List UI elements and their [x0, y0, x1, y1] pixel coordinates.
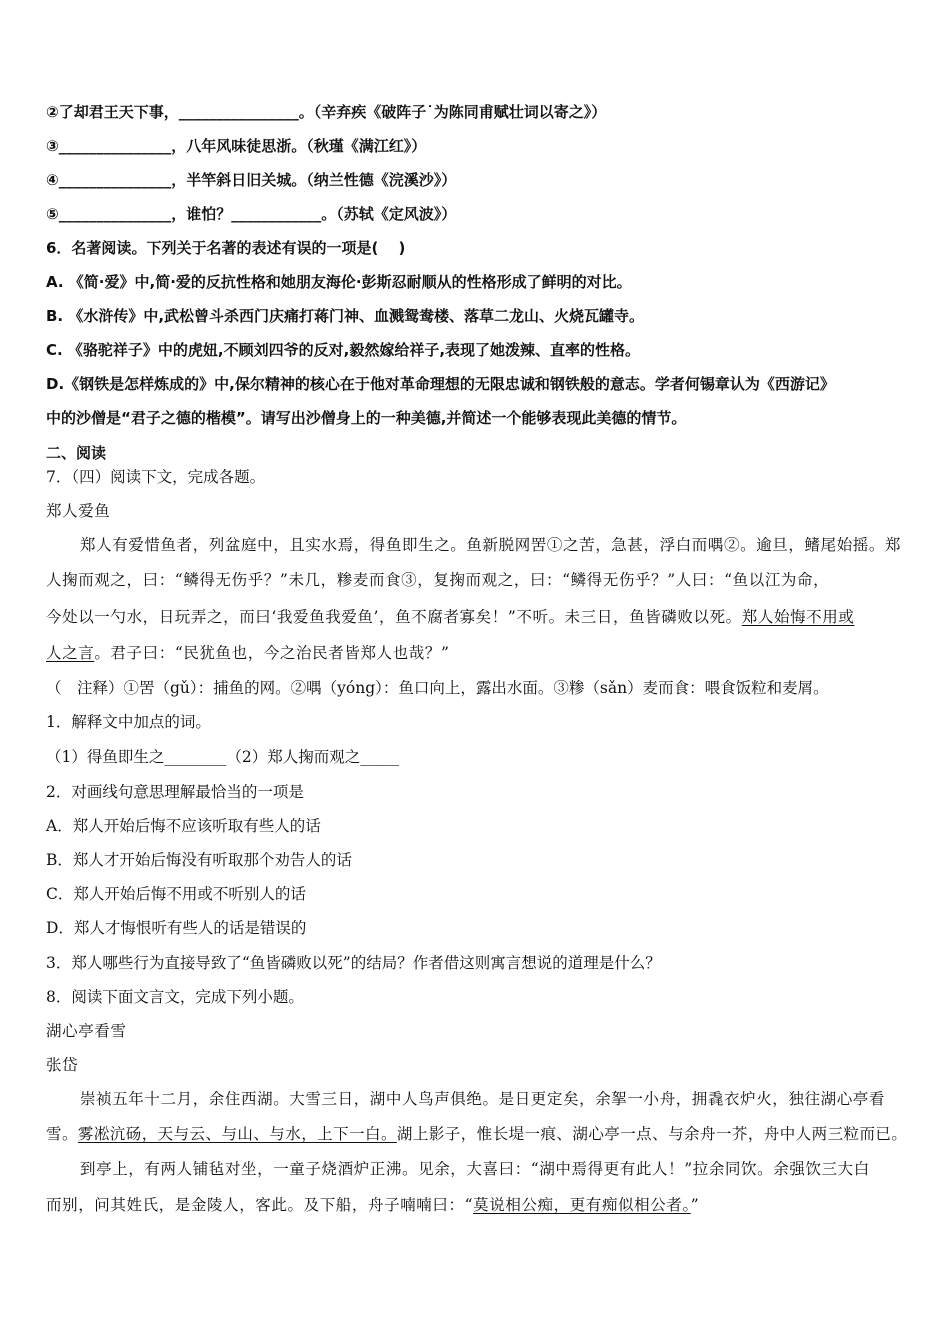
poetry-line-2: ②了却君王天下事，________________。（辛弃疾《破阵子˙为陈同甫赋壮词以寄之》） — [46, 103, 607, 121]
q8-passage-line-2 — [46, 1123, 907, 1145]
q8-author: 张岱 — [46, 1056, 79, 1074]
q7-sub2-option-c: C．郑人开始后悔不用或不听别人的话 — [46, 885, 306, 903]
q7-passage-line-3 — [46, 606, 854, 628]
q7-sub3: 3．郑人哪些行为直接导致了“鱼皆磷败以死”的结局？作者借这则寓言想说的道理是什么？ — [46, 954, 661, 972]
poetry-line-4: ④_______________，半竿斜日旧关城。（纳兰性德《浣溪沙》） — [46, 171, 457, 189]
q7-underlined-sentence: 郑人始悔不用或 — [741, 608, 855, 626]
q7-notes: （ 注释）①罟（gǔ）：捕鱼的网。②喁（yóng）：鱼口向上，露出水面。③糁（sǎn）麦而食：喂食饭粒和麦屑。 — [46, 679, 829, 697]
poetry-line-5: ⑤_______________，谁怕？____________。（苏轼《定风波》） — [46, 205, 457, 223]
q7-passage-line-2: 人掬而观之，曰：“鳞得无伤乎？”未几，糁麦而食③，复掬而观之，曰：“鳞得无伤乎？”人曰：“鱼以江为命， — [46, 571, 830, 589]
q7-intro: 7．（四）阅读下文，完成各题。 — [46, 468, 266, 486]
poetry-line-3: ③_______________，八年风味徒思浙。（秋瑾《满江红》） — [46, 137, 427, 155]
section-title: 二、阅读 — [46, 444, 107, 462]
q6-stem: 6．名著阅读。下列关于名著的表述有误的一项是( ) — [46, 239, 406, 257]
q7-sub2: 2．对画线句意思理解最恰当的一项是 — [46, 783, 304, 801]
q6-option-d-cont: 中的沙僧是“君子之德的楷模”。请写出沙僧身上的一种美德,并简述一个能够表现此美德的情节。 — [46, 409, 687, 427]
q8-passage-text-2: 湖上影子，惟长堤一痕、湖心亭一点、与余舟一芥，舟中人两三粒而已。 — [396, 1125, 908, 1143]
q8-passage-line-3: 到亭上，有两人铺毡对坐，一童子烧酒炉正沸。见余，大喜曰：“湖中焉得更有此人！”拉余同饮。余强饮三大白 — [80, 1160, 870, 1178]
q8-passage-text: 雪。 — [46, 1125, 78, 1143]
q8-passage-text-4: ” — [690, 1196, 700, 1214]
q7-passage-text: 今处以一勺水，日玩弄之，而曰‘我爱鱼我爱鱼’，鱼不腐者寡矣！”不听。未三日，鱼皆磷败以死。 — [46, 608, 742, 626]
q6-option-c: C. 《骆驼祥子》中的虎妞,不顾刘四爷的反对,毅然嫁给祥子,表现了她泼辣、直率的性格。 — [46, 341, 641, 359]
q7-sub2-option-b: B．郑人才开始后悔没有听取那个劝告人的话 — [46, 851, 352, 869]
q8-title: 湖心亭看雪 — [46, 1022, 127, 1040]
q7-sub1-items: （1）得鱼即生之________（2）郑人掬而观之_____ — [46, 748, 399, 766]
q7-sub1: 1．解释文中加点的词。 — [46, 713, 211, 731]
q6-option-b: B. 《水浒传》中,武松曾斗杀西门庆痛打蒋门神、血溅鸳鸯楼、落草二龙山、火烧瓦罐寺。 — [46, 307, 645, 325]
q8-intro: 8．阅读下面文言文，完成下列小题。 — [46, 988, 304, 1006]
q6-option-a: A. 《简·爱》中,简·爱的反抗性格和她朋友海伦·彭斯忍耐顺从的性格形成了鲜明的对比。 — [46, 273, 632, 291]
q8-passage-line-4 — [46, 1194, 699, 1216]
q7-passage-end: 。君子曰：“民犹鱼也，今之治民者皆郑人也哉？” — [94, 644, 450, 662]
q7-passage-line-1: 郑人有爱惜鱼者，列盆庭中，且实水焉，得鱼即生之。鱼新脱网罟①之苦，急甚，浮白而喁②。逾旦，鳍尾始摇。郑 — [80, 536, 902, 554]
q7-sub2-option-d: D．郑人才悔恨听有些人的话是错误的 — [46, 919, 307, 937]
q8-passage-line-1: 崇祯五年十二月，余住西湖。大雪三日，湖中人鸟声俱绝。是日更定矣，余挐一小舟，拥毳衣炉火，独往湖心亭看 — [80, 1090, 886, 1108]
q7-passage-line-4 — [46, 642, 449, 664]
q7-sub2-option-a: A．郑人开始后悔不应该听取有些人的话 — [46, 817, 321, 835]
q8-passage-text-3: 而别，问其姓氏，是金陵人，客此。及下船，舟子喃喃曰：“ — [46, 1196, 474, 1214]
q8-underlined-quote: 莫说相公痴，更有痴似相公者。 — [473, 1196, 691, 1214]
q6-option-d: D.《钢铁是怎样炼成的》中,保尔精神的核心在于他对革命理想的无限忠诚和钢铁般的意志。学者何锡章认为《西游记》 — [46, 375, 835, 393]
q7-underlined-sentence-cont: 人之言 — [46, 644, 95, 662]
q8-underlined-sentence: 雾凇沆砀，天与云、与山、与水，上下一白。 — [77, 1125, 397, 1143]
q7-title: 郑人爱鱼 — [46, 502, 111, 520]
